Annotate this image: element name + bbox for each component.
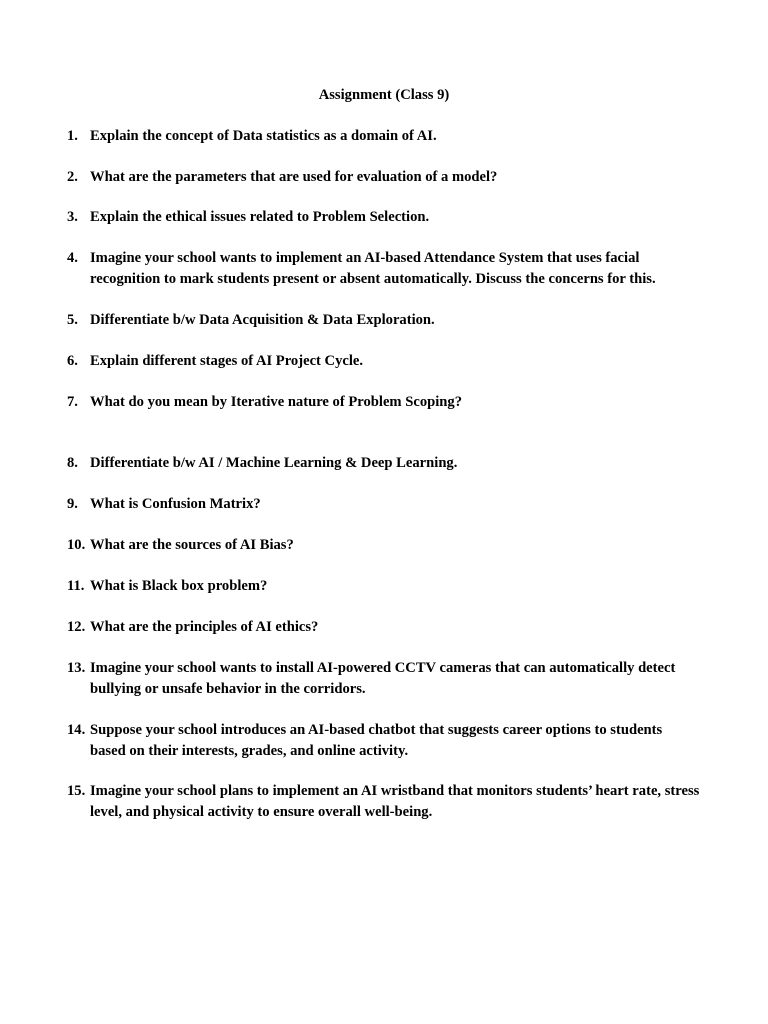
question-text: Differentiate b/w AI / Machine Learning & Deep Learning.	[90, 455, 458, 471]
question-number: 15.	[67, 783, 86, 799]
question-text: Imagine your school wants to implement an AI-based Attendance System that uses facial recognition to mark students present or absent automatically. Discuss the concerns for this.	[90, 250, 656, 287]
question-text: What are the sources of AI Bias?	[90, 537, 294, 553]
question-text: What are the principles of AI ethics?	[90, 619, 319, 635]
document-title: Assignment (Class 9)	[318, 87, 450, 103]
question-text: What do you mean by Iterative nature of Problem Scoping?	[90, 394, 463, 410]
question-number: 3.	[67, 209, 78, 225]
question-text: Imagine your school plans to implement an AI wristband that monitors students’ heart rate, stress level, and physical activity to ensure overall well-being.	[90, 783, 700, 820]
question-text: Explain different stages of AI Project Cycle.	[90, 353, 364, 369]
question-text: Suppose your school introduces an AI-based chatbot that suggests career options to students based on their interests, grades, and online activity.	[90, 722, 663, 759]
question-number: 5.	[67, 312, 78, 328]
question-text: Explain the ethical issues related to Problem Selection.	[90, 209, 430, 225]
question-number: 10.	[67, 537, 86, 553]
question-text: Explain the concept of Data statistics as a domain of AI.	[90, 128, 437, 144]
question-text: Imagine your school wants to install AI-powered CCTV cameras that can automatically detect bullying or unsafe behavior in the corridors.	[90, 660, 676, 697]
question-number: 2.	[67, 169, 78, 185]
question-text: Differentiate b/w Data Acquisition & Data Exploration.	[90, 312, 435, 328]
question-number: 7.	[67, 394, 78, 410]
question-number: 9.	[67, 496, 78, 512]
question-number: 4.	[67, 250, 78, 266]
question-number: 1.	[67, 128, 78, 144]
question-number: 12.	[67, 619, 86, 635]
question-number: 8.	[67, 455, 78, 471]
question-text: What is Confusion Matrix?	[90, 496, 261, 512]
question-number: 14.	[67, 722, 86, 738]
question-number: 11.	[67, 578, 85, 594]
question-text: What are the parameters that are used for evaluation of a model?	[90, 169, 498, 185]
question-number: 13.	[67, 660, 86, 676]
question-text: What is Black box problem?	[90, 578, 268, 594]
question-number: 6.	[67, 353, 78, 369]
